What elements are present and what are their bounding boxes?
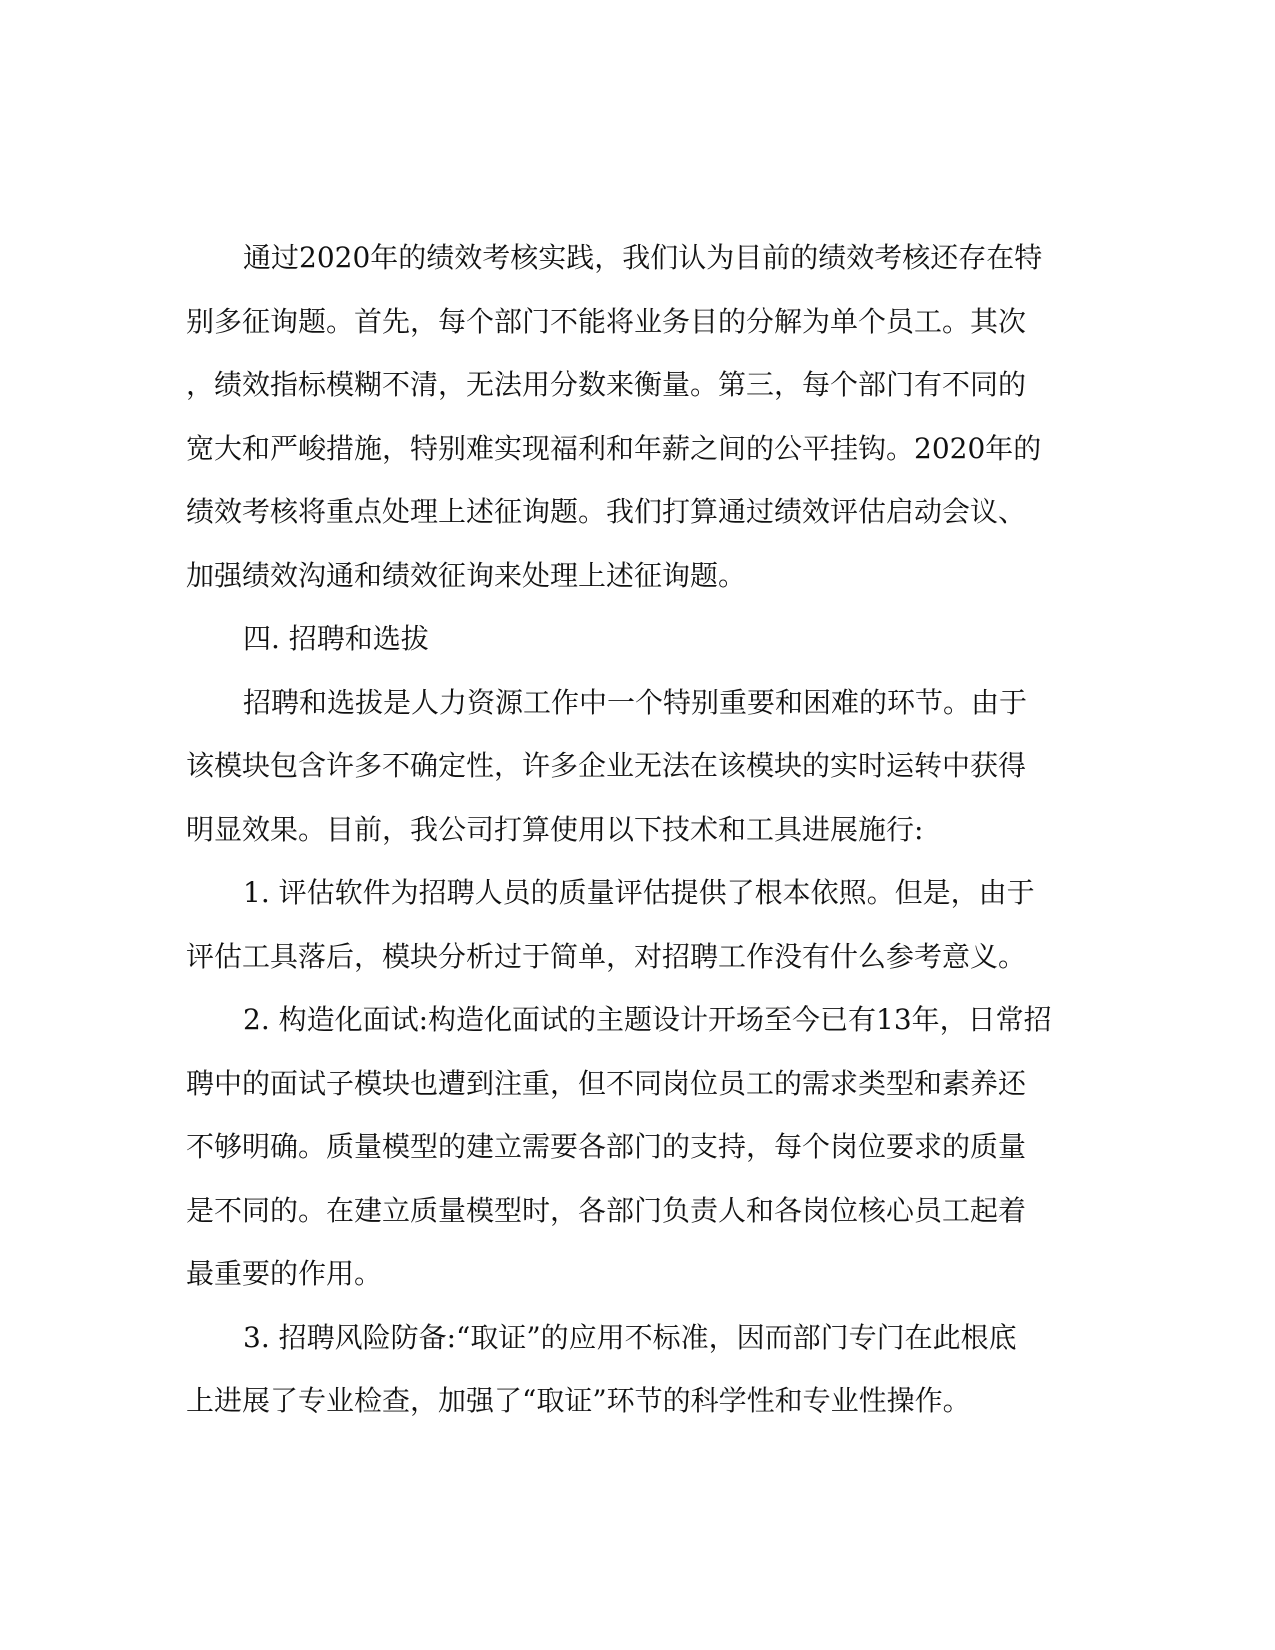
list-item-line: 是不同的。在建立质量模型时，各部门负责人和各岗位核心员工起着 — [186, 1193, 1027, 1227]
text-line: 加强绩效沟通和绩效征询来处理上述征询题。 — [186, 558, 747, 592]
text-line: 该模块包含许多不确定性，许多企业无法在该模块的实时运转中获得 — [186, 749, 1027, 782]
text-line: 招聘和选拔是人力资源工作中一个特别重要和困难的环节。由于 — [243, 685, 1028, 719]
text-line: 通过2020年的绩效考核实践，我们认为目前的绩效考核还存在特 — [243, 241, 1043, 274]
document-body — [186, 226, 1066, 1433]
list-item-line: 不够明确。质量模型的建立需要各部门的支持，每个岗位要求的质量 — [186, 1130, 1027, 1163]
text-line: 明显效果。目前，我公司打算使用以下技术和工具进展施行: — [186, 812, 924, 846]
list-item-line: 上进展了专业检查，加强了“取证”环节的科学性和专业性操作。 — [186, 1384, 971, 1417]
section-heading: 四. 招聘和选拔 — [243, 622, 429, 655]
text-line: ，绩效指标模糊不清，无法用分数来衡量。第三，每个部门有不同的 — [186, 368, 1027, 401]
list-item-line: 最重要的作用。 — [186, 1257, 383, 1290]
list-item-line: 聘中的面试子模块也遭到注重，但不同岗位员工的需求类型和素养还 — [186, 1066, 1027, 1100]
text-line: 宽大和严峻措施，特别难实现福利和年薪之间的公平挂钩。2020年的 — [186, 431, 1042, 465]
list-item-line: 1. 评估软件为招聘人员的质量评估提供了根本依照。但是，由于 — [243, 876, 1035, 909]
text-line: 别多征询题。首先，每个部门不能将业务目的分解为单个员工。其次 — [186, 304, 1027, 338]
list-item-line: 评估工具落后，模块分析过于简单，对招聘工作没有什么参考意义。 — [186, 939, 1027, 973]
list-item-line: 2. 构造化面试:构造化面试的主题设计开场至今已有13年，日常招 — [243, 1003, 1052, 1036]
text-line: 绩效考核将重点处理上述征询题。我们打算通过绩效评估启动会议、 — [186, 495, 1027, 528]
list-item-line: 3. 招聘风险防备:“取证”的应用不标准，因而部门专门在此根底 — [243, 1320, 1017, 1354]
